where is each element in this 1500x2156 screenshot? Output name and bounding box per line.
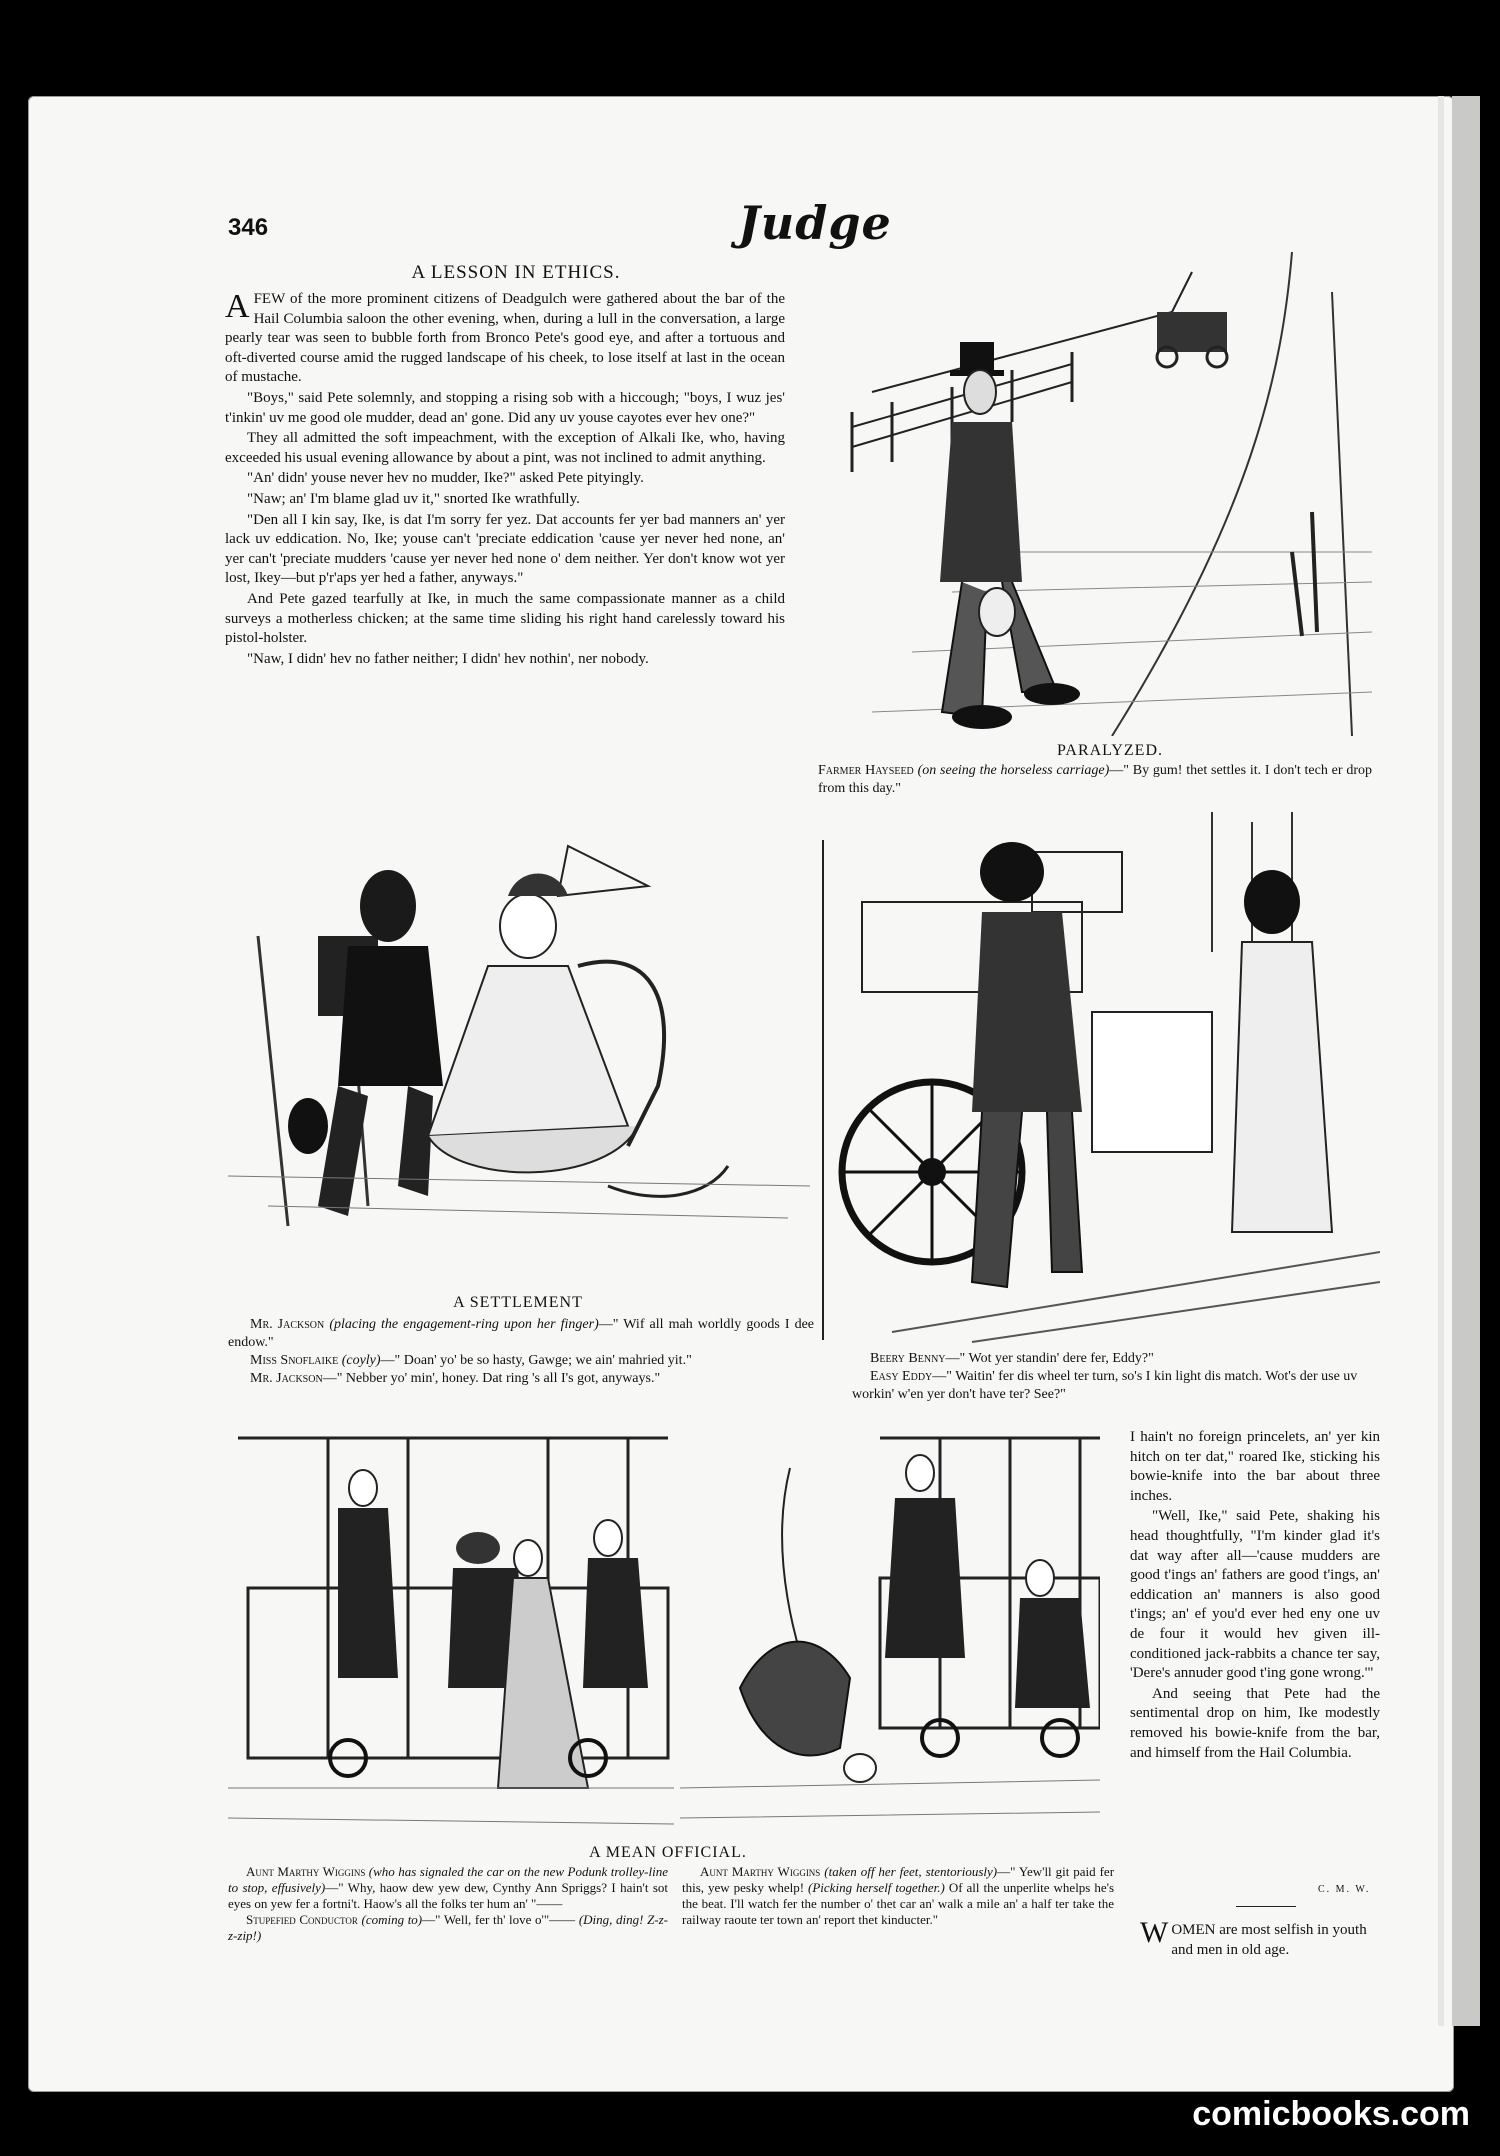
ethics-cont-3: And seeing that Pete had the sentimental drop on him, Ike modestly removed his bowie-knife from the bar, and himself from the Hail Columbia. <box>1130 1685 1380 1761</box>
paralyzed-title: PARALYZED. <box>1056 742 1164 759</box>
ethics-paragraph-5: "Naw; an' I'm blame glad uv it," snorted Ike wrathfully. <box>247 490 580 507</box>
settlement-caption: Mr. Jackson (placing the engagement-ring upon her finger)—" Wif all mah worldly goods I dee endow." Miss Snoflaike (coyly)—" Doan' yo' be so hasty, Gawge; we ain' mahried yit." Mr. Jackson—" Nebber yo' min', honey. Dat ring 's all I's got, anyways." <box>228 1317 815 1386</box>
settlement-title: A SETTLEMENT <box>453 1294 583 1311</box>
official-caption-left: Aunt Marthy Wiggins (who has signaled the car on the new Podunk trolley-line to stop, effusively)—" Why, haow dew yew dew, Cynthy Ann Spriggs? I hain't sot eyes on yew fer a fortni't. Haow's all the folks ter hum an' "—— Stupefied Conductor (coming to)—" Well, fer th' love o'"—— (Ding, ding! Z-z-z-zip!) <box>228 1864 669 1943</box>
ethics-paragraph-4: "An' didn' youse never hev no mudder, Ike?" asked Pete pityingly. <box>247 470 644 487</box>
mean-official-illustration-left <box>228 1428 674 1838</box>
ethics-paragraph-7: And Pete gazed tearfully at Ike, in much the same compassionate manner as a child surveys a motherless chicken; at the same time sliding his right hand carelessly toward his pistol-holster. <box>225 590 785 647</box>
ethics-title: A LESSON IN ETHICS. <box>411 262 621 283</box>
ethics-dropcap: A <box>225 288 250 325</box>
beery-benny-caption: Beery Benny—" Wot yer standin' dere fer, Eddy?" Easy Eddy—" Waitin' fer dis wheel ter turn, so's I kin light dis match. Wot's der use uv workin' w'en yer don't have ter? See?" <box>852 1351 1358 1402</box>
ethics-paragraph-8: "Naw, I didn' hev no father neither; I didn' hev nothin', ner nobody. <box>247 650 649 667</box>
masthead: Judge <box>738 196 892 250</box>
ethics-paragraph-2: "Boys," said Pete solemnly, and stopping a rising sob with a hiccough; "boys, I wuz jes' t'inkin' uv me good ole mudder, dead an' gone. Did any uv youse cayotes ever hev one?" <box>225 389 785 426</box>
ethics-paragraph-6: "Den all I kin say, Ike, is dat I'm sorry fer yez. Dat accounts fer yer bad manners an' yer lack uv eddication. No, Ike; youse can't 'preciate eddication 'cause yer never hed none, an' yer can't 'preciate mudders 'cause yer never hed none o' dem neither. Yer don't know wot yer lost, Ikey—but p'r'aps yer hed a father, anyways." <box>225 511 785 587</box>
settlement-illustration <box>228 826 810 1238</box>
women-dropcap: W <box>1140 1916 1169 1949</box>
page-edge <box>1438 96 1444 2026</box>
ethics-cont-1: I hain't no foreign princelets, an' yer kin hitch on ter dat," roared Ike, sticking his bowie-knife into the bar about three inches. <box>1130 1429 1380 1504</box>
women-text: OMEN are most selfish in youth and men in old age. <box>1171 1922 1367 1958</box>
ethics-cont-2: "Well, Ike," said Pete, shaking his head thoughtfully, "I'm kinder glad it's dat way after all—'cause mudders are good t'ings an' fathers are good t'ings, an' eddication an' manners is also good t'ings; an' ef you'd ever hed eny one uv de four it would hev given ill-conditioned jack-rabbits a chance ter say, 'Dere's annuder good t'ing gone wrong.'" <box>1130 1508 1380 1682</box>
women-filler <box>1140 1916 1384 1960</box>
binding-gutter <box>1452 96 1480 2026</box>
ethics-paragraph-3: They all admitted the soft impeachment, with the exception of Alkali Ike, who, having exceeded his usual evening allowance by about a pint, was not inclined to admit anything. <box>225 430 785 466</box>
panel-divider <box>822 840 824 1340</box>
paralyzed-caption: Farmer Hayseed (on seeing the horseless carriage)—" By gum! thet settles it. I don't tech er drop from this day." <box>818 763 1372 796</box>
official-caption-right: Aunt Marthy Wiggins (taken off her feet, stentoriously)—" Yew'll git paid fer this, yew pesky whelp! (Picking herself together.) Of all the unperlite whelps he's the beat. I'll watch fer the number o' thet car an' walk a mile an' a half ter take the railway raoute ter town an' report thet kinducter." <box>682 1864 1115 1927</box>
official-title: A MEAN OFFICIAL. <box>589 1844 747 1861</box>
ethics-column <box>225 290 785 670</box>
mean-official-illustration-right <box>680 1428 1100 1838</box>
paralyzed-illustration <box>812 252 1372 736</box>
watermark: comicbooks.com <box>1192 2095 1470 2133</box>
beery-benny-illustration <box>832 812 1380 1346</box>
ethics-continuation <box>1130 1428 1380 1764</box>
page-number: 346 <box>228 214 269 241</box>
ethics-initials: C. M. W. <box>1318 1884 1371 1895</box>
separator-rule <box>1236 1906 1296 1907</box>
ethics-paragraph-1: AFEW of the more prominent citizens of Deadgulch were gathered about the bar of the Hail Columbia saloon the other evening, when, during a lull in the conversation, a large pearly tear was seen to bubble forth from Bronco Pete's good eye, and after a tortuous and oft-diverted course amid the rugged landscape of his cheek, to lose itself at last in the ocean of mustache. <box>225 288 785 386</box>
